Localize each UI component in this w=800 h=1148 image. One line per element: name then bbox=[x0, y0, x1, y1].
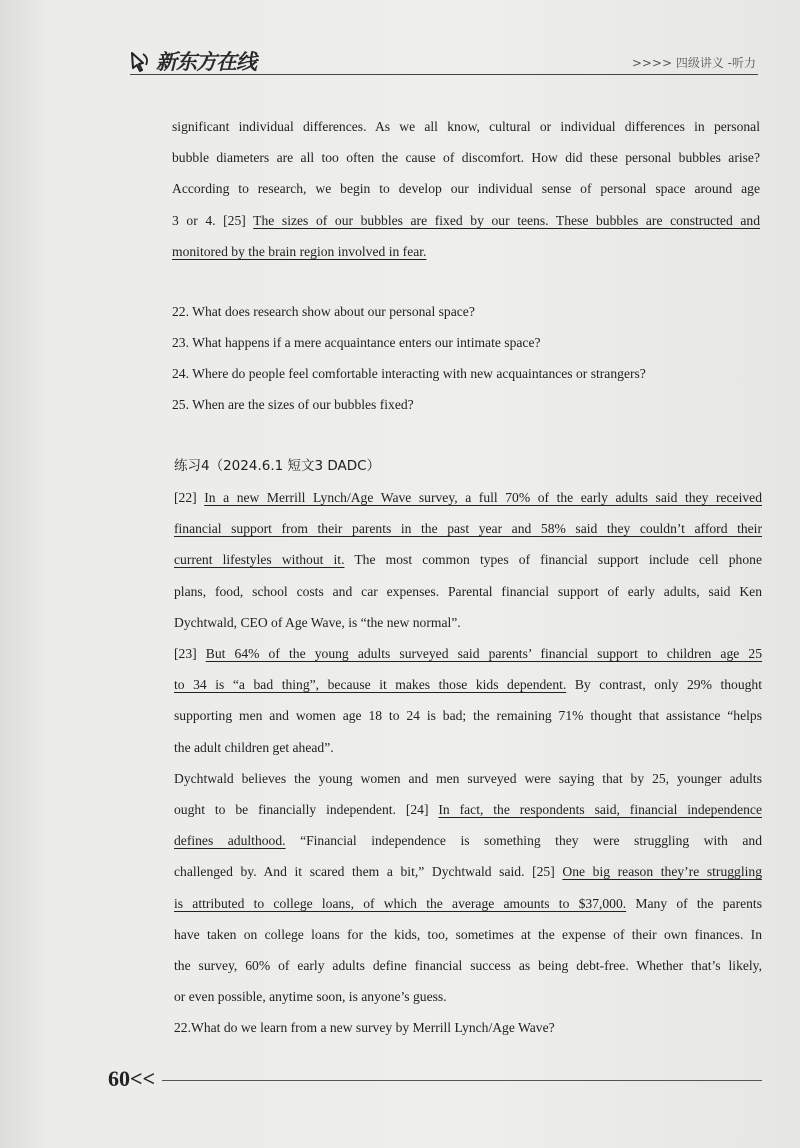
answer-underline: The sizes of our bubbles are fixed by our teens. These bubbles are constructed and bbox=[253, 212, 760, 228]
answer-underline: monitored by the brain region involved in fear. bbox=[172, 243, 427, 259]
passage-line: the adult children get ahead”. bbox=[174, 739, 334, 755]
question-25: 25. When are the sizes of our bubbles fixed? bbox=[172, 397, 414, 412]
header-divider bbox=[130, 74, 758, 75]
answer-underline: defines adulthood. bbox=[174, 833, 286, 849]
passage-line: supporting men and women age 18 to 24 is bad; the remaining 71% thought that assistance “helps bbox=[174, 708, 762, 724]
passage-line: have taken on college loans for the kids, too, sometimes at the expense of their own finances. In bbox=[174, 926, 762, 942]
answer-underline: is attributed to college loans, of which the average amounts to $37,000. bbox=[174, 895, 627, 911]
answer-underline: But 64% of the young adults surveyed said parents’ financial support to children age 25 bbox=[205, 646, 762, 662]
passage-text: “Financial independence is something they were struggling with and bbox=[285, 833, 762, 849]
passage-line bbox=[174, 669, 762, 700]
passage-line bbox=[174, 888, 762, 919]
passage-line bbox=[172, 205, 760, 236]
answer-tag: [23] bbox=[174, 646, 206, 662]
section-heading: 练习4（2024.6.1 短文3 DADC） bbox=[174, 458, 381, 474]
passage-line: plans, food, school costs and car expenses. Parental financial support of early adults, said Ken bbox=[174, 583, 762, 599]
answer-underline: to 34 is “a bad thing”, because it makes those kids dependent. bbox=[174, 677, 567, 693]
passage-text: ought to be financially independent. [24] bbox=[174, 802, 439, 818]
passage-text: Many of the parents bbox=[626, 895, 762, 911]
passage-line: the survey, 60% of early adults define financial success as being debt-free. Whether that’s likely, bbox=[174, 958, 762, 974]
brand-logo bbox=[130, 46, 256, 76]
passage-line bbox=[174, 856, 762, 887]
passage-line bbox=[174, 482, 762, 513]
answer-underline: current lifestyles without it. bbox=[174, 552, 345, 568]
footer-divider bbox=[162, 1080, 762, 1081]
passage-line bbox=[174, 513, 762, 544]
passage-line bbox=[174, 544, 762, 575]
passage-line: bubble diameters are all too often the cause of discomfort. How did these personal bubbles arise? bbox=[172, 150, 760, 166]
passage-line bbox=[172, 236, 760, 267]
header-course-label: >>>> 四级讲义 -听力 bbox=[631, 56, 756, 70]
logo-text: 新东方在线 bbox=[156, 50, 256, 74]
logo-mark-icon bbox=[130, 50, 152, 72]
passage-text: challenged by. And it scared them a bit,” Dychtwald said. [25] bbox=[174, 864, 563, 880]
answer-underline: One big reason they’re struggling bbox=[562, 864, 762, 880]
passage-line: According to research, we begin to develop our individual sense of personal space around age bbox=[172, 181, 760, 197]
passage-line bbox=[174, 825, 762, 856]
passage-line: Dychtwald, CEO of Age Wave, is “the new normal”. bbox=[174, 614, 461, 630]
question-22-second: 22.What do we learn from a new survey by Merrill Lynch/Age Wave? bbox=[174, 1020, 555, 1036]
answer-tag: 3 or 4. [25] bbox=[172, 212, 254, 228]
passage-1 bbox=[172, 111, 760, 267]
passage-text: The most common types of financial support include cell phone bbox=[344, 552, 762, 568]
answer-underline: In a new Merrill Lynch/Age Wave survey, a full 70% of the early adults said they received bbox=[204, 490, 762, 505]
passage-line: significant individual differences. As we all know, cultural or individual differences in personal bbox=[172, 119, 760, 134]
passage-line: Dychtwald believes the young women and men surveyed were saying that by 25, younger adults bbox=[174, 770, 762, 786]
passage-2 bbox=[174, 482, 762, 1044]
passage-line bbox=[174, 794, 762, 825]
question-22: 22. What does research show about our personal space? bbox=[172, 304, 475, 319]
page-number: 60<< bbox=[108, 1066, 156, 1091]
passage-line: or even possible, anytime soon, is anyone’s guess. bbox=[174, 989, 447, 1005]
question-24: 24. Where do people feel comfortable interacting with new acquaintances or strangers? bbox=[172, 366, 646, 381]
passage-line bbox=[174, 638, 762, 669]
answer-tag: [22] bbox=[174, 490, 205, 505]
question-23: 23. What happens if a mere acquaintance enters our intimate space? bbox=[172, 335, 541, 350]
answer-underline: In fact, the respondents said, financial independence bbox=[438, 802, 762, 818]
passage-text: By contrast, only 29% thought bbox=[566, 677, 762, 693]
answer-underline: financial support from their parents in the past year and 58% said they couldn’t afford their bbox=[174, 521, 762, 537]
